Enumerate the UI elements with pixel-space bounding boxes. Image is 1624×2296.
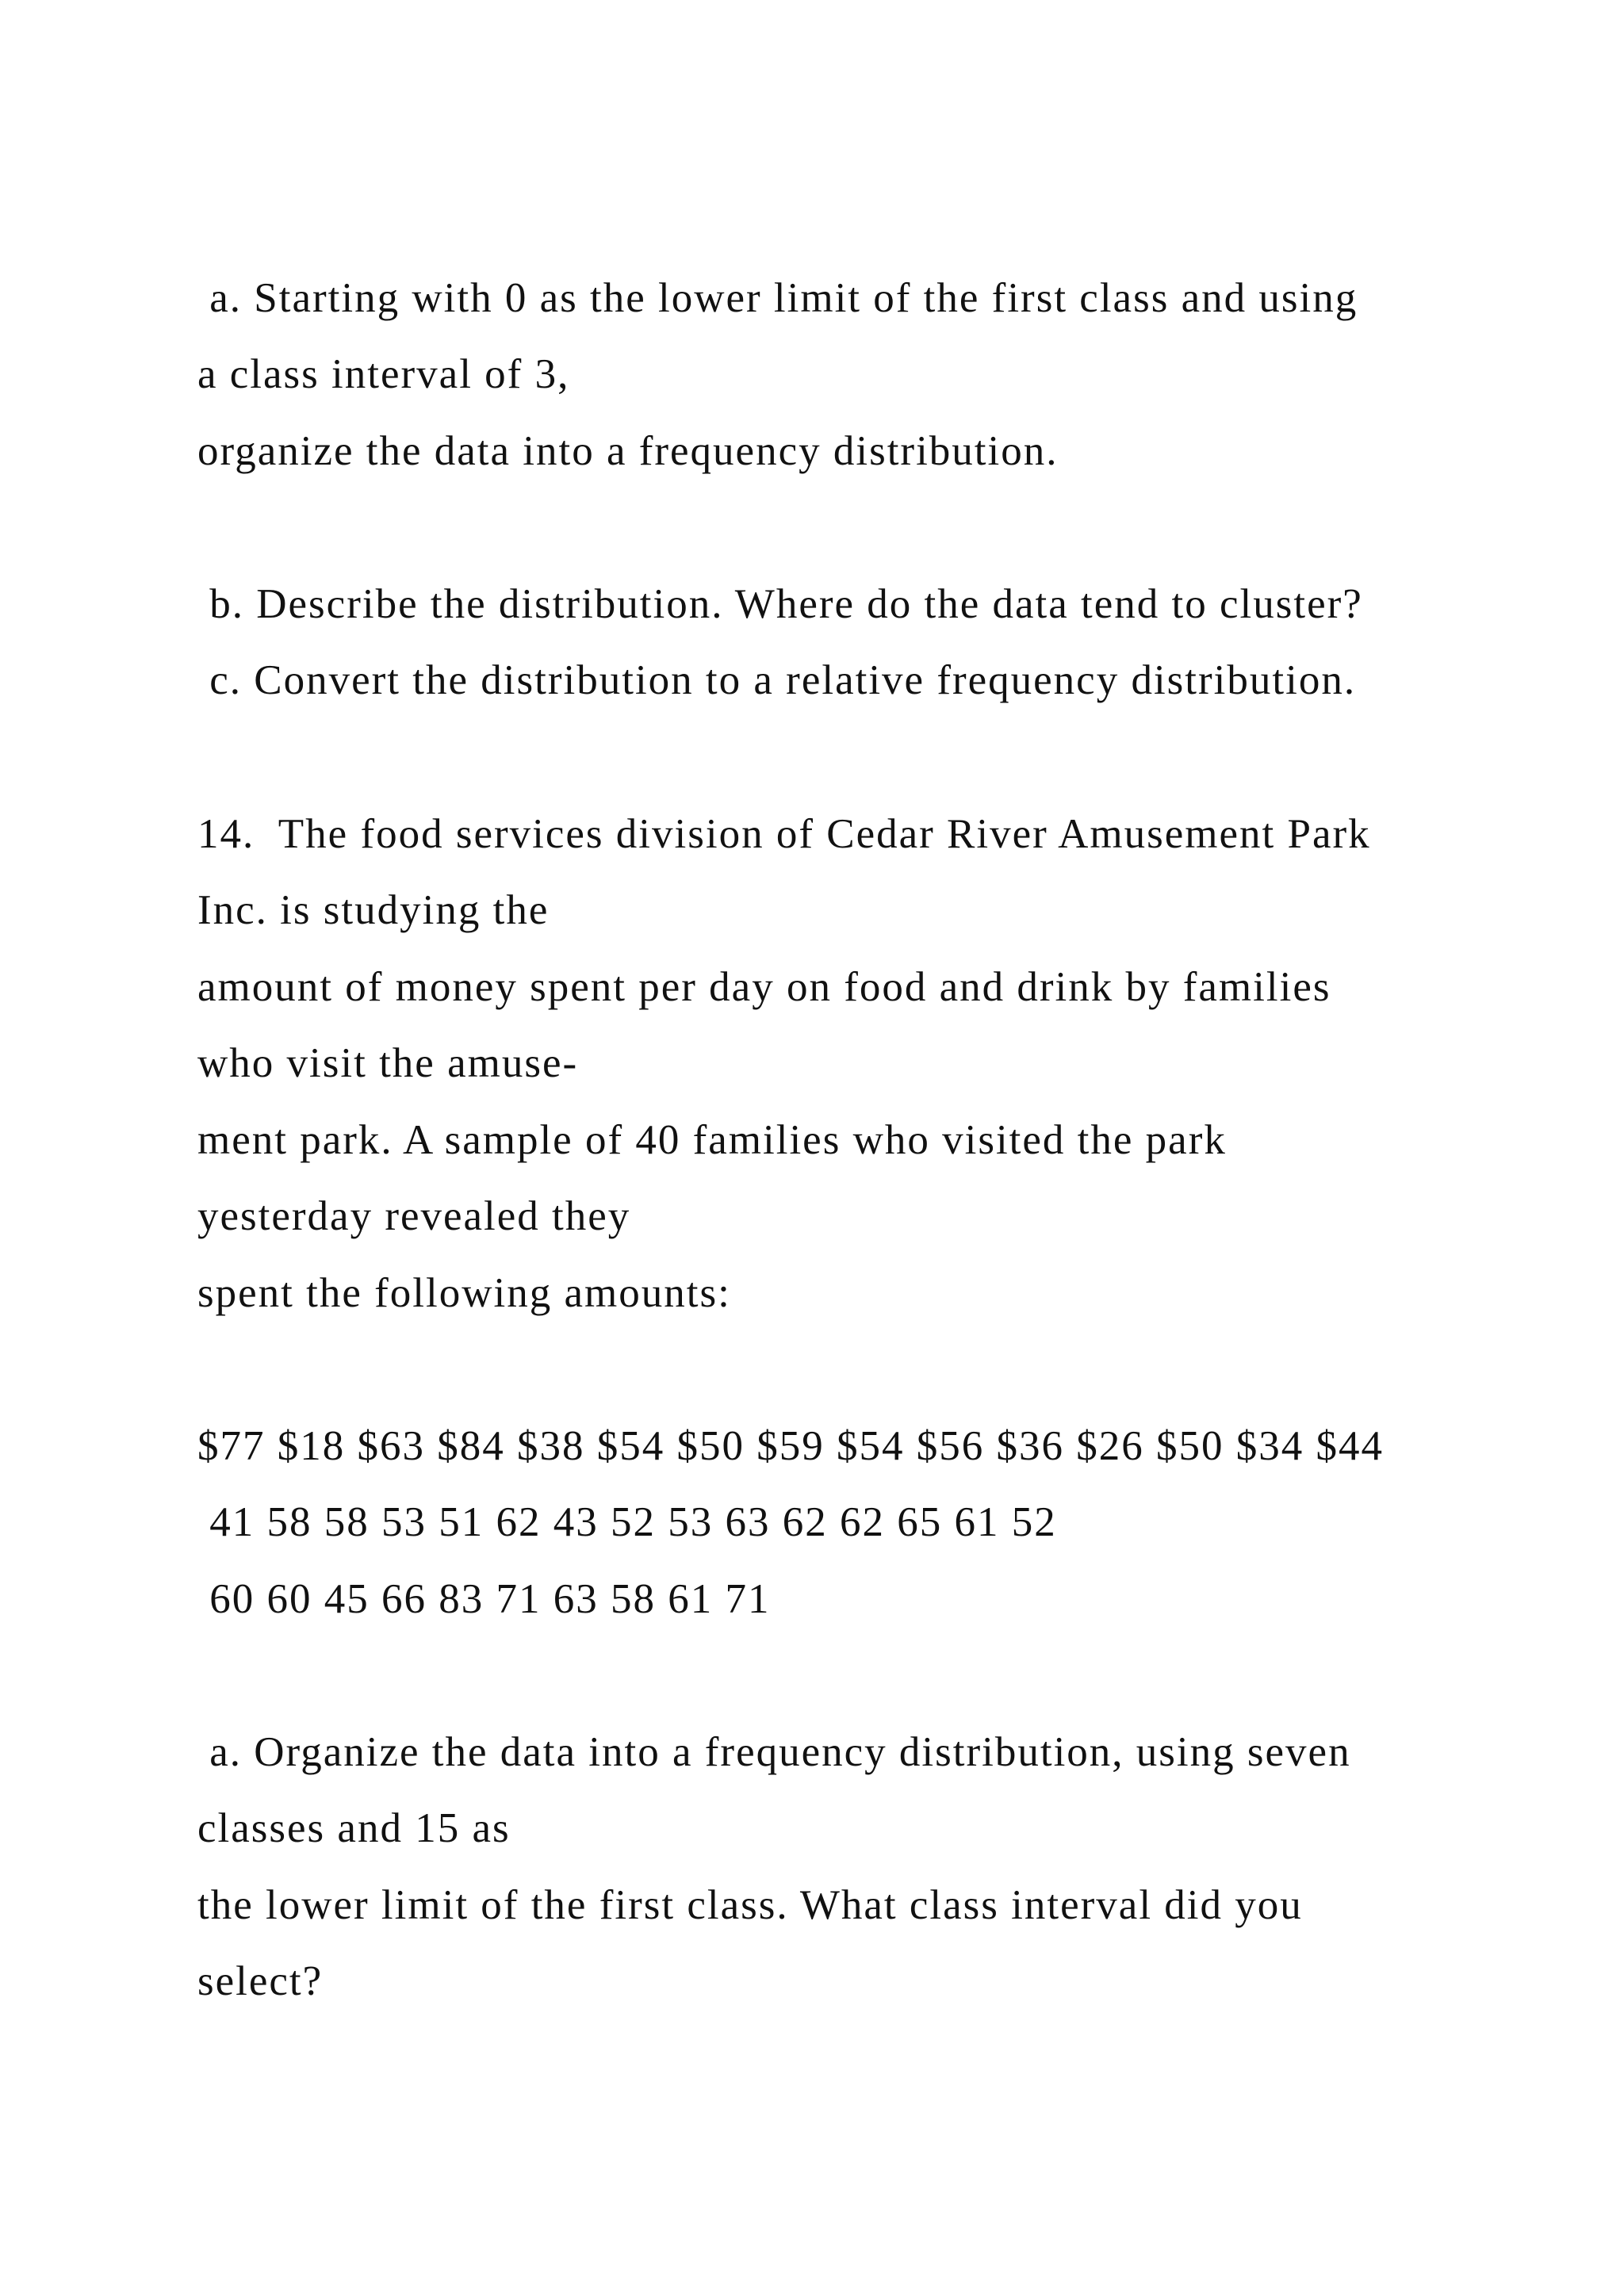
data-values-line: 60 60 45 66 83 71 63 58 61 71	[197, 1576, 771, 1622]
text-line: amount of money spent per day on food and drink by families	[197, 964, 1331, 1010]
text-line: who visit the amuse-	[197, 1040, 579, 1086]
text-line: yesterday revealed they	[197, 1193, 631, 1239]
text-line: 14. The food services division of Cedar River Amusement Park	[197, 811, 1371, 857]
text-line: a. Starting with 0 as the lower limit of the first class and using	[197, 275, 1358, 321]
text-line: organize the data into a frequency distribution.	[197, 428, 1059, 474]
text-line: spent the following amounts:	[197, 1270, 731, 1316]
text-line: a class interval of 3,	[197, 351, 570, 397]
text-line: ment park. A sample of 40 families who visited the park	[197, 1117, 1227, 1163]
text-line: classes and 15 as	[197, 1805, 511, 1851]
text-line: the lower limit of the first class. What class interval did you	[197, 1882, 1303, 1928]
text-line: a. Organize the data into a frequency distribution, using seven	[197, 1729, 1351, 1775]
text-line: Inc. is studying the	[197, 887, 550, 933]
text-line: b. Describe the distribution. Where do the data tend to cluster?	[197, 581, 1363, 627]
text-line: select?	[197, 1958, 324, 2004]
data-values-line: $77 $18 $63 $84 $38 $54 $50 $59 $54 $56 $36 $26 $50 $34 $44	[197, 1423, 1384, 1469]
data-values-line: 41 58 58 53 51 62 43 52 53 63 62 62 65 61 52	[197, 1499, 1057, 1545]
text-line: c. Convert the distribution to a relative frequency distribution.	[197, 657, 1357, 703]
